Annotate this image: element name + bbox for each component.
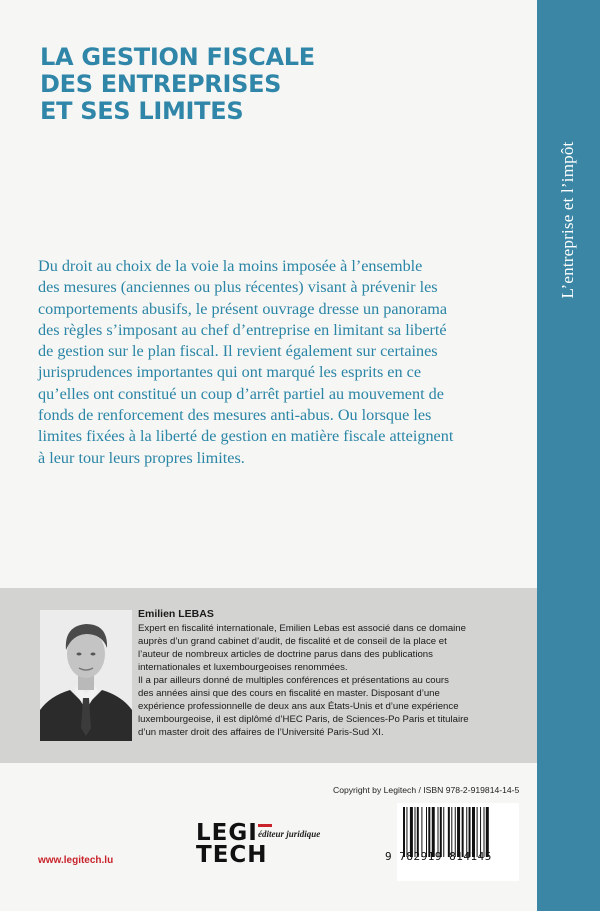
summary-line: des mesures (anciennes ou plus récentes) visant à prévenir les bbox=[38, 278, 438, 297]
bio-line: internationales et luxembourgeoises renommées. bbox=[138, 662, 348, 674]
bio-line: expérience professionnelle de deux ans aux États-Unis et d’une expérience bbox=[138, 701, 459, 713]
series-title: L’entreprise et l’impôt bbox=[558, 141, 577, 299]
book-summary bbox=[38, 256, 526, 469]
series-band bbox=[537, 0, 600, 911]
bio-line: Il a par ailleurs donné de multiples conférences et présentations au cours bbox=[138, 675, 449, 687]
website-link[interactable]: www.legitech.lu bbox=[38, 855, 114, 866]
summary-line: comportements abusifs, le présent ouvrage dresse un panorama bbox=[38, 299, 448, 318]
author-portrait bbox=[40, 610, 132, 741]
bio-line: Expert en fiscalité internationale, Emilien Lebas est associé dans ce domaine bbox=[138, 623, 466, 634]
summary-line: à leur tour leurs propres limites. bbox=[38, 448, 245, 467]
bio-line: luxembourgeoise, il est diplômé d’HEC Paris, de Sciences-Po Paris et titulaire bbox=[138, 714, 469, 726]
bio-line: auprès d’un grand cabinet d’audit, de fiscalité et de conseil de la place et bbox=[138, 636, 447, 648]
bio-line: des années ainsi que des cours en fiscalité en master. Disposant d’une bbox=[138, 688, 440, 700]
bio-line: l’auteur de nombreux articles de doctrine parus dans des publications bbox=[138, 649, 433, 661]
copyright-isbn: Copyright by Legitech / ISBN 978-2-919814-14-5 bbox=[333, 785, 520, 795]
author-name: Emilien LEBAS bbox=[138, 608, 214, 620]
summary-line: limites fixées à la liberté de gestion en matière fiscale atteignent bbox=[38, 427, 454, 446]
book-title-line: ET SES LIMITES bbox=[40, 97, 244, 125]
logo-subtitle: éditeur juridique bbox=[258, 829, 321, 839]
author-bio bbox=[138, 622, 533, 739]
logo-line1: LEGI bbox=[196, 820, 258, 846]
barcode-digits: 9 782919 814145 bbox=[385, 850, 492, 863]
book-title-line: DES ENTREPRISES bbox=[40, 70, 282, 98]
summary-line: des règles s’imposant au chef d’entreprise en limitant sa liberté bbox=[38, 320, 447, 339]
author-portrait-icon bbox=[40, 610, 132, 741]
logo-red-bar bbox=[258, 824, 272, 827]
summary-line: fonds de renforcement des mesures anti-abus. Ou lorsque les bbox=[38, 406, 432, 425]
bio-line: d’un master droit des affaires de l’Université Paris-Sud XI. bbox=[138, 727, 384, 739]
book-title bbox=[40, 44, 510, 125]
barcode bbox=[397, 803, 519, 881]
publisher-logo bbox=[196, 820, 331, 870]
summary-line: Du droit au choix de la voie la moins imposée à l’ensemble bbox=[38, 257, 423, 275]
book-title-line: LA GESTION FISCALE bbox=[40, 43, 315, 71]
summary-line: de gestion sur le plan fiscal. Il revient également sur certaines bbox=[38, 342, 438, 361]
logo-line2: TECH bbox=[196, 842, 268, 868]
summary-line: jurisprudences importantes qui ont marqué les esprits en ce bbox=[38, 363, 421, 382]
summary-line: qu’elles ont constitué un coup d’arrêt partiel au mouvement de bbox=[38, 384, 444, 403]
